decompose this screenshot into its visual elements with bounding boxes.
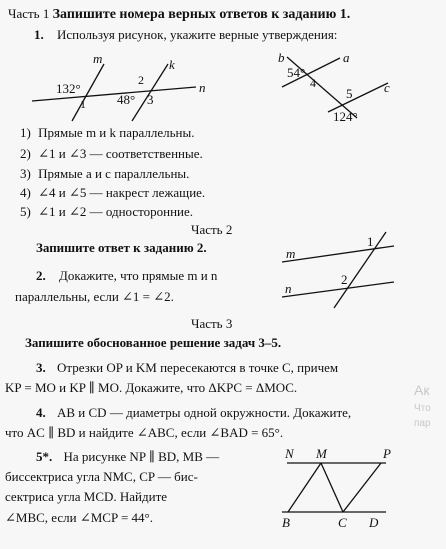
overlay-text-3: пар — [414, 418, 431, 429]
point-N: N — [285, 446, 294, 461]
segment-MC — [321, 463, 343, 512]
label-k: k — [169, 57, 175, 72]
point-M: M — [316, 446, 327, 461]
option-number: 1) — [20, 125, 31, 140]
task5-line4: ∠MBC, если ∠MCP = 44°. — [5, 510, 154, 525]
angle-124: 124° — [333, 109, 358, 124]
task5-line1: На рисунке NP ∥ BD, MB — — [63, 449, 220, 464]
angle-48: 48° — [117, 92, 136, 107]
segment-CP — [343, 463, 381, 512]
angle-132: 132° — [56, 81, 81, 96]
task3-number: 3. — [36, 360, 46, 375]
angle-4: 4 — [310, 76, 316, 90]
task4-line1: AB и CD — диаметры одной окружности. Докажите, — [57, 405, 352, 420]
option-number: 5) — [20, 204, 31, 219]
option-number: 2) — [20, 146, 31, 161]
task2-line2: параллельны, если ∠1 = ∠2. — [15, 289, 174, 304]
point-C: C — [338, 515, 347, 530]
task1-number: 1. — [34, 27, 44, 42]
part1-heading: Запишите номера верных ответов к заданию 1. — [52, 7, 351, 22]
angle-54: 54° — [287, 65, 306, 80]
task1-text: Используя рисунок, укажите верные утверждения: — [57, 27, 338, 42]
point-B: B — [282, 515, 290, 530]
task3-line2: KP = MO и KP ∥ MO. Докажите, что ΔKPC = ΔMOC. — [5, 380, 298, 395]
angle-1: 1 — [80, 97, 86, 111]
option-number: 3) — [20, 166, 31, 181]
angle-3: 3 — [147, 92, 154, 107]
option-text: ∠1 и ∠3 — соответственные. — [38, 146, 203, 161]
point-P: P — [383, 446, 391, 461]
label-a: a — [343, 50, 350, 65]
option-text: Прямые m и k параллельны. — [38, 125, 195, 140]
task4-number: 4. — [36, 405, 46, 420]
task5-number: 5*. — [36, 449, 53, 464]
label-n: n — [199, 80, 206, 95]
label-m2: m — [286, 246, 296, 261]
task5-line3: сектриса угла MCD. Найдите — [5, 489, 168, 504]
task2-line1: Докажите, что прямые m и n — [59, 268, 218, 283]
label-c: c — [384, 80, 390, 95]
option-text: ∠4 и ∠5 — накрест лежащие. — [38, 185, 206, 200]
part2-heading: Запишите ответ к заданию 2. — [36, 240, 207, 255]
task4-line2: что AC ∥ BD и найдите ∠ABC, если ∠BAD = 65°. — [5, 425, 284, 440]
task3-line1: Отрезки OP и KM пересекаются в точке C, причем — [57, 360, 339, 375]
option-text: Прямые a и c параллельны. — [38, 166, 190, 181]
angle-2b: 2 — [341, 272, 348, 287]
part3-heading: Запишите обоснованное решение задач 3–5. — [25, 335, 282, 350]
option-number: 4) — [20, 185, 31, 200]
segment-MB — [288, 463, 321, 512]
point-D: D — [369, 515, 379, 530]
label-m: m — [93, 51, 103, 66]
label-n2: n — [285, 281, 292, 296]
label-b: b — [278, 50, 285, 65]
part3-label: Часть 3 — [191, 316, 233, 331]
angle-1b: 1 — [367, 234, 374, 249]
overlay-text-1: Ак — [414, 382, 430, 398]
overlay-text-2: Что — [414, 403, 431, 414]
part2-label: Часть 2 — [191, 222, 233, 237]
part1-label: Часть 1 — [8, 6, 50, 21]
task5-line2: биссектриса угла NMC, CP — бис- — [5, 469, 198, 484]
angle-2: 2 — [138, 73, 144, 87]
option-text: ∠1 и ∠2 — односторонние. — [38, 204, 194, 219]
task2-number: 2. — [36, 268, 46, 283]
angle-5: 5 — [346, 86, 353, 101]
